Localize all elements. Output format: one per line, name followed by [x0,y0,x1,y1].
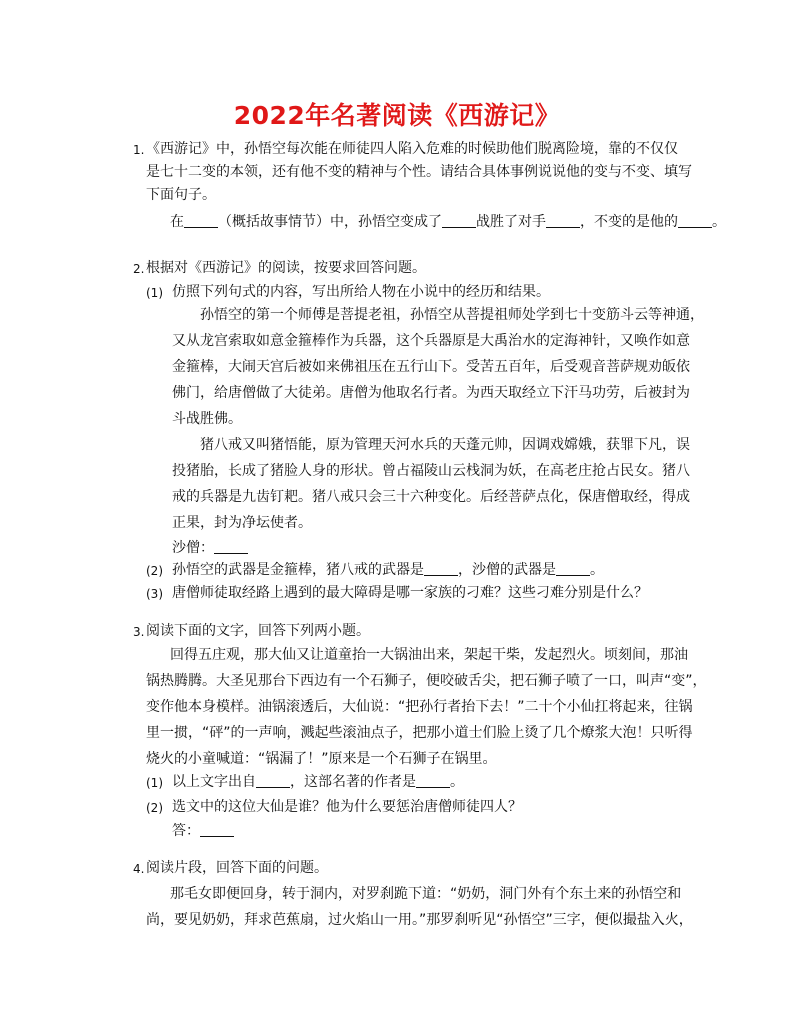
question-1-line-2: 是七十二变的本领，还有他不变的精神与个性。请结合具体事例说说他的变与不变、填写 [146,164,692,180]
passage-wuzhuangguan-line-4: 里一掼，“砰”的一声响，溅起些滚油点子，把那小道士们脸上烫了几个燎浆大泡！只听得 [146,725,693,741]
passage-sunwukong-line-4: 佛门，给唐僧做了大徒弟。唐僧为他取名行者。为西天取经立下汗马功劳，后被封为 [172,385,690,401]
passage-wuzhuangguan-line-2: 锅热腾腾。大圣见那台下西边有一个石狮子，便咬破舌尖，把石狮子喷了一口，叫声“变”， [146,673,707,689]
question-1-line-3: 下面句子。 [146,187,216,203]
question-2-sub-2-text: 孙悟空的武器是金箍棒，猪八戒的武器是 ，沙僧的武器是 。 [172,562,604,578]
answer-blank[interactable] [424,561,458,576]
passage-wuzhuangguan-line-3: 变作他本身模样。油锅滚透后，大仙说：“把孙行者抬下去！”二十个小仙扛将起来，往锅 [146,699,693,715]
passage-sunwukong-line-1: 孙悟空的第一个师傅是菩提老祖，孙悟空从菩提祖师处学到七十变筋斗云等神通， [200,307,704,323]
question-3-answer: 答： [172,821,234,841]
passage-zhubajie-line-1: 猪八戒又叫猪悟能，原为管理天河水兵的天蓬元帅，因调戏嫦娥，获罪下凡，误 [200,437,690,453]
passage-zhubajie-line-2: 投猪胎，长成了猪脸人身的形状。曾占福陵山云栈洞为妖，在高老庄抢占民女。猪八 [172,463,690,479]
passage-zhubajie-line-4: 正果，封为净坛使者。 [172,515,312,531]
passage-wuzhuangguan-line-1: 回得五庄观，那大仙又让道童抬一大锅油出来，架起干柴，发起烈火。顷刻间，那油 [170,647,688,663]
answer-blank[interactable] [200,822,234,837]
passage-zhubajie-line-3: 戒的兵器是九齿钉耙。猪八戒只会三十六种变化。后经菩萨点化，保唐僧取经，得成 [172,489,690,505]
page-title: 2022年名著阅读《西游记》 [233,101,561,130]
answer-blank[interactable] [678,213,712,228]
question-3-sub-2-number: (2) [146,801,163,815]
answer-blank[interactable] [184,213,218,228]
question-1-fill-sentence: 在 （概括故事情节）中，孙悟空变成了 战胜了对手 ，不变的是他的 。 [170,214,726,230]
passage-sunwukong-line-2: 又从龙宫索取如意金箍棒作为兵器，这个兵器原是大禹治水的定海神针，又唤作如意 [172,333,690,349]
question-3-intro: 阅读下面的文字，回答下列两小题。 [146,623,370,639]
passage-sunwukong-line-5: 斗战胜佛。 [172,411,242,427]
question-2-intro: 根据对《西游记》的阅读，按要求回答问题。 [146,260,426,276]
sha-seng-answer: 沙僧： [172,538,248,558]
answer-blank[interactable] [442,213,476,228]
answer-blank[interactable] [416,773,450,788]
question-1-number: 1. [133,143,145,157]
answer-blank[interactable] [256,773,290,788]
question-2-sub-1-number: (1) [146,286,163,300]
passage-luosha-line-1: 那毛女即便回身，转于洞内，对罗刹跪下道：“奶奶，洞门外有个东土来的孙悟空和 [170,886,682,902]
question-2-sub-3-number: (3) [146,587,163,601]
passage-wuzhuangguan-line-5: 烧火的小童喊道：“锅漏了！”原来是一个石狮子在锅里。 [146,751,497,767]
question-4-intro: 阅读片段，回答下面的问题。 [146,860,328,876]
question-3-sub-2-text: 选文中的这位大仙是谁？他为什么要惩治唐僧师徒四人？ [172,799,522,815]
answer-blank[interactable] [556,561,590,576]
question-4-number: 4. [133,862,145,876]
question-3-sub-1-text: 以上文字出自 ，这部名著的作者是 。 [172,774,464,790]
question-1-line-1: 《西游记》中，孙悟空每次能在师徒四人陷入危难的时候助他们脱离险境，靠的不仅仅 [146,141,678,157]
question-2-sub-3-text: 唐僧师徒取经路上遇到的最大障碍是哪一家族的刁难？这些刁难分别是什么？ [172,585,648,601]
question-2-sub-1-text: 仿照下列句式的内容，写出所给人物在小说中的经历和结果。 [172,284,550,300]
question-3-sub-1-number: (1) [146,776,163,790]
question-3-number: 3. [133,625,145,639]
question-2-sub-2-number: (2) [146,564,163,578]
answer-blank[interactable] [214,539,248,554]
answer-blank[interactable] [546,213,580,228]
question-2-number: 2. [133,262,145,276]
passage-sunwukong-line-3: 金箍棒，大闹天宫后被如来佛祖压在五行山下。受苦五百年，后受观音菩萨规劝皈依 [172,359,690,375]
passage-luosha-line-2: 尚，要见奶奶，拜求芭蕉扇，过火焰山一用。”那罗刹听见“孙悟空”三字，便似撮盐入火， [146,912,693,928]
